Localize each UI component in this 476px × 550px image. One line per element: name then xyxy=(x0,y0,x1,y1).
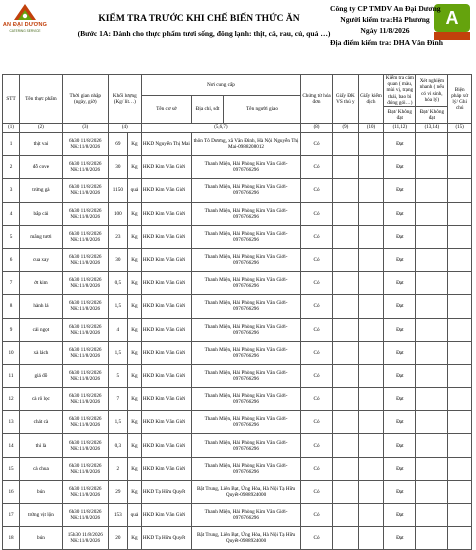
col-header-name: Tên thực phẩm xyxy=(20,75,63,124)
row-unit: Kg xyxy=(127,225,141,248)
row-unit: Kg xyxy=(127,133,141,156)
row-stt: 2 xyxy=(3,156,20,179)
row-stt: 4 xyxy=(3,202,20,225)
col-number: (5,6,7) xyxy=(141,124,300,133)
row-stt: 7 xyxy=(3,272,20,295)
row-food-name: trứng vịt lộn xyxy=(20,504,63,527)
row-received-time: 6h30 11/8/2026 NK:11/8/2026 xyxy=(62,225,108,248)
row-quick-test-result xyxy=(416,364,448,387)
row-sensory-result: Đạt xyxy=(384,318,416,341)
row-invoice: Có xyxy=(301,364,333,387)
row-sensory-result: Đạt xyxy=(384,133,416,156)
row-food-name: chát cà xyxy=(20,411,63,434)
inspector-name: Người kiểm tra:Hà Phương xyxy=(340,15,430,25)
svg-text:A: A xyxy=(445,8,459,28)
row-quick-test-result xyxy=(416,272,448,295)
col-number: (2) xyxy=(20,124,63,133)
col-header-quantity: Khối lượng (Kg/ lít…) xyxy=(108,75,141,124)
row-invoice: Có xyxy=(301,225,333,248)
row-unit: Kg xyxy=(127,527,141,550)
row-food-name: hành lá xyxy=(20,295,63,318)
row-received-time: 6h30 11/8/2026 NK:11/8/2026 xyxy=(62,156,108,179)
row-deliverer: Thanh Miện, Hải Phòng Kim Văn Giới-0976766296 xyxy=(192,434,301,457)
col-header-inspection-cert: Giấy kiểm dịch xyxy=(358,75,384,124)
row-inspection-cert xyxy=(358,295,384,318)
table-row xyxy=(3,179,472,202)
row-inspection-cert xyxy=(358,133,384,156)
table-row xyxy=(3,202,472,225)
row-deliverer: thôn Tô Dương, xã Văn Đình, Hà Nội Nguyễn Thị Mai-0988208012 xyxy=(192,133,301,156)
row-food-name: cà chua xyxy=(20,457,63,480)
row-unit: Kg xyxy=(127,434,141,457)
row-facility: HKD Kim Văn Giới xyxy=(141,248,191,271)
row-quantity: 1,5 xyxy=(108,341,127,364)
col-header-address: Địa chỉ, sđt xyxy=(192,96,224,124)
row-received-time: 6h30 11/8/2026 NK:11/8/2026 xyxy=(62,434,108,457)
row-corrective xyxy=(448,504,472,527)
row-quantity: 5 xyxy=(108,364,127,387)
row-deliverer: Thanh Miện, Hải Phòng Kim Văn Giới-0976766296 xyxy=(192,504,301,527)
row-invoice: Có xyxy=(301,341,333,364)
row-vet-cert xyxy=(333,388,359,411)
row-corrective xyxy=(448,156,472,179)
row-quick-test-result xyxy=(416,341,448,364)
row-quantity: 69 xyxy=(108,133,127,156)
row-sensory-result: Đạt xyxy=(384,388,416,411)
row-quantity: 1,5 xyxy=(108,295,127,318)
row-facility: HKD Kim Văn Giới xyxy=(141,411,191,434)
row-quick-test-result xyxy=(416,179,448,202)
row-quantity: 23 xyxy=(108,225,127,248)
row-quick-test-result xyxy=(416,457,448,480)
row-sensory-result: Đạt xyxy=(384,504,416,527)
row-deliverer: Thanh Miện, Hải Phòng Kim Văn Giới-0976766296 xyxy=(192,341,301,364)
row-stt: 5 xyxy=(3,225,20,248)
row-food-name: cà rô lọc xyxy=(20,388,63,411)
row-inspection-cert xyxy=(358,248,384,271)
row-facility: HKD Kim Văn Giới xyxy=(141,388,191,411)
row-received-time: 6h30 11/8/2026 NK:11/8/2026 xyxy=(62,480,108,503)
row-inspection-cert xyxy=(358,272,384,295)
logo-tagline: CATERING SERVICE xyxy=(9,29,41,33)
row-corrective xyxy=(448,457,472,480)
row-inspection-cert xyxy=(358,341,384,364)
row-sensory-result: Đạt xyxy=(384,480,416,503)
row-facility: HKD Kim Văn Giới xyxy=(141,179,191,202)
row-stt: 1 xyxy=(3,133,20,156)
row-stt: 10 xyxy=(3,341,20,364)
row-unit: Kg xyxy=(127,341,141,364)
col-number: (8) xyxy=(301,124,333,133)
row-vet-cert xyxy=(333,504,359,527)
row-facility: HKD Kim Văn Giới xyxy=(141,504,191,527)
row-deliverer: Thanh Miện, Hải Phòng Kim Văn Giới-0976766296 xyxy=(192,272,301,295)
row-unit: quả xyxy=(127,504,141,527)
row-corrective xyxy=(448,295,472,318)
inspection-location: Địa điểm kiểm tra: DHA Văn Đình xyxy=(330,37,443,47)
row-vet-cert xyxy=(333,318,359,341)
row-quantity: 30 xyxy=(108,248,127,271)
col-header-pass-fail-1: Đạt/ Không đạt xyxy=(384,107,416,124)
row-received-time: 6h30 11/8/2026 NK:11/8/2026 xyxy=(62,364,108,387)
row-inspection-cert xyxy=(358,202,384,225)
table-row xyxy=(3,457,472,480)
row-vet-cert xyxy=(333,480,359,503)
row-food-name: bắp cải xyxy=(20,202,63,225)
row-quantity: 29 xyxy=(108,480,127,503)
row-unit: Kg xyxy=(127,388,141,411)
row-unit: Kg xyxy=(127,202,141,225)
row-food-name: ớt kim xyxy=(20,272,63,295)
row-stt: 9 xyxy=(3,318,20,341)
row-inspection-cert xyxy=(358,364,384,387)
col-header-deliverer: Tên người giao xyxy=(224,96,301,124)
row-vet-cert xyxy=(333,133,359,156)
table-row xyxy=(3,272,472,295)
row-quick-test-result xyxy=(416,388,448,411)
row-stt: 18 xyxy=(3,527,20,550)
row-vet-cert xyxy=(333,156,359,179)
row-sensory-result: Đạt xyxy=(384,179,416,202)
row-quantity: 1,5 xyxy=(108,411,127,434)
row-food-name: bún xyxy=(20,527,63,550)
row-quantity: 0,3 xyxy=(108,434,127,457)
row-inspection-cert xyxy=(358,388,384,411)
row-stt: 12 xyxy=(3,388,20,411)
row-facility: HKD Kim Văn Giới xyxy=(141,434,191,457)
row-deliverer: Bặt Trung, Liên Bạt, Ứng Hòa, Hà Nội Tạ Hữu Quyết-0988924000 xyxy=(192,527,301,550)
row-food-name: giá đỗ xyxy=(20,364,63,387)
row-inspection-cert xyxy=(358,225,384,248)
inspection-table xyxy=(2,74,472,550)
row-quantity: 100 xyxy=(108,202,127,225)
row-unit: Kg xyxy=(127,480,141,503)
row-invoice: Có xyxy=(301,527,333,550)
row-corrective xyxy=(448,527,472,550)
row-received-time: 6h30 11/8/2026 NK:11/8/2026 xyxy=(62,179,108,202)
row-corrective xyxy=(448,179,472,202)
row-sensory-result: Đạt xyxy=(384,364,416,387)
row-inspection-cert xyxy=(358,480,384,503)
row-vet-cert xyxy=(333,202,359,225)
row-facility: HKD Kim Văn Giới xyxy=(141,156,191,179)
row-vet-cert xyxy=(333,457,359,480)
col-number: (9) xyxy=(333,124,359,133)
row-invoice: Có xyxy=(301,318,333,341)
row-received-time: 15h30 11/8/2026 NK:11/8/2026 xyxy=(62,527,108,550)
row-corrective xyxy=(448,225,472,248)
row-quick-test-result xyxy=(416,318,448,341)
row-received-time: 6h30 11/8/2026 NK:11/8/2026 xyxy=(62,504,108,527)
table-row xyxy=(3,248,472,271)
row-sensory-result: Đạt xyxy=(384,248,416,271)
col-number: (10) xyxy=(358,124,384,133)
row-unit: Kg xyxy=(127,295,141,318)
row-quantity: 2 xyxy=(108,457,127,480)
row-invoice: Có xyxy=(301,248,333,271)
col-header-invoice: Chứng từ hóa đơn xyxy=(301,75,333,124)
row-invoice: Có xyxy=(301,202,333,225)
row-received-time: 6h30 11/8/2026 NK:11/8/2026 xyxy=(62,318,108,341)
row-facility: HKD Kim Văn Giới xyxy=(141,225,191,248)
row-stt: 11 xyxy=(3,364,20,387)
table-row xyxy=(3,480,472,503)
row-sensory-result: Đạt xyxy=(384,527,416,550)
table-row xyxy=(3,504,472,527)
row-unit: Kg xyxy=(127,156,141,179)
row-quick-test-result xyxy=(416,225,448,248)
row-vet-cert xyxy=(333,364,359,387)
col-header-pass-fail-2: Đạt/ Không đạt xyxy=(416,107,448,124)
row-inspection-cert xyxy=(358,527,384,550)
row-vet-cert xyxy=(333,341,359,364)
page-title: KIỂM TRA TRƯỚC KHI CHẾ BIẾN THỨC ĂN xyxy=(98,14,300,24)
row-vet-cert xyxy=(333,225,359,248)
row-inspection-cert xyxy=(358,318,384,341)
company-info xyxy=(330,3,443,48)
row-received-time: 6h30 11/8/2026 NK:11/8/2026 xyxy=(62,248,108,271)
row-unit: Kg xyxy=(127,248,141,271)
row-sensory-result: Đạt xyxy=(384,457,416,480)
row-inspection-cert xyxy=(358,457,384,480)
row-vet-cert xyxy=(333,179,359,202)
col-header-corrective: Biện pháp xử lý/ Ghi chú xyxy=(448,75,472,124)
row-unit: Kg xyxy=(127,318,141,341)
row-sensory-result: Đạt xyxy=(384,434,416,457)
table-row xyxy=(3,225,472,248)
row-quick-test-result xyxy=(416,504,448,527)
row-stt: 17 xyxy=(3,504,20,527)
row-inspection-cert xyxy=(358,179,384,202)
row-invoice: Có xyxy=(301,179,333,202)
table-row xyxy=(3,411,472,434)
col-header-stt: STT xyxy=(3,75,20,124)
row-unit: Kg xyxy=(127,272,141,295)
col-header-time: Thời gian nhập (ngày, giờ) xyxy=(62,75,108,124)
row-quick-test-result xyxy=(416,133,448,156)
col-number: (3) xyxy=(62,124,108,133)
row-food-name: bún xyxy=(20,480,63,503)
table-row xyxy=(3,388,472,411)
row-quantity: 0,5 xyxy=(108,272,127,295)
row-corrective xyxy=(448,202,472,225)
row-corrective xyxy=(448,272,472,295)
row-deliverer: Thanh Miện, Hải Phòng Kim Văn Giới-0976766296 xyxy=(192,318,301,341)
row-corrective xyxy=(448,318,472,341)
row-corrective xyxy=(448,411,472,434)
row-invoice: Có xyxy=(301,388,333,411)
row-deliverer: Thanh Miện, Hải Phòng Kim Văn Giới-0976766296 xyxy=(192,225,301,248)
row-food-name: thịt vai xyxy=(20,133,63,156)
row-stt: 16 xyxy=(3,480,20,503)
row-facility: HKD Kim Văn Giới xyxy=(141,318,191,341)
page-subtitle: (Bước 1A: Dành cho thực phẩm tươi sống, đông lạnh: thịt, cá, rau, củ, quả …) xyxy=(77,29,331,38)
row-food-name: trứng gà xyxy=(20,179,63,202)
row-facility: HKD Kim Văn Giới xyxy=(141,341,191,364)
row-invoice: Có xyxy=(301,480,333,503)
col-header-sensory: Kiểm tra cảm quan ( màu, mùi vị, trạng thái, bao bì đóng gói…) xyxy=(385,75,414,106)
row-stt: 3 xyxy=(3,179,20,202)
row-quick-test-result xyxy=(416,295,448,318)
row-sensory-result: Đạt xyxy=(384,156,416,179)
row-vet-cert xyxy=(333,527,359,550)
row-unit: quả xyxy=(127,179,141,202)
table-row xyxy=(3,133,472,156)
row-vet-cert xyxy=(333,434,359,457)
row-unit: Kg xyxy=(127,364,141,387)
col-header-quick-test: Xét nghiệm nhanh ( nếu có vi sinh, hóa lý) xyxy=(416,75,448,107)
row-stt: 8 xyxy=(3,295,20,318)
row-deliverer: Thanh Miện, Hải Phòng Kim Văn Giới-0976766296 xyxy=(192,364,301,387)
col-header-vet-cert: Giấy ĐK VS thú y xyxy=(333,75,359,124)
row-deliverer: Thanh Miện, Hải Phòng Kim Văn Giới-0976766296 xyxy=(192,202,301,225)
row-deliverer: Thanh Miện, Hải Phòng Kim Văn Giới-0976766296 xyxy=(192,248,301,271)
row-quantity: 7 xyxy=(108,388,127,411)
row-invoice: Có xyxy=(301,133,333,156)
row-deliverer: Thanh Miện, Hải Phòng Kim Văn Giới-0976766296 xyxy=(192,295,301,318)
row-stt: 14 xyxy=(3,434,20,457)
row-received-time: 6h30 11/8/2026 NK:11/8/2026 xyxy=(62,133,108,156)
table-row xyxy=(3,318,472,341)
row-corrective xyxy=(448,480,472,503)
table-row xyxy=(3,527,472,550)
row-received-time: 6h30 11/8/2026 NK:11/8/2026 xyxy=(62,388,108,411)
row-quick-test-result xyxy=(416,527,448,550)
row-inspection-cert xyxy=(358,504,384,527)
row-corrective xyxy=(448,248,472,271)
table-row xyxy=(3,156,472,179)
table-row xyxy=(3,341,472,364)
col-header-facility: Tên cơ sở xyxy=(141,96,191,124)
table-row xyxy=(3,364,472,387)
row-invoice: Có xyxy=(301,295,333,318)
col-number: (1) xyxy=(3,124,20,133)
row-received-time: 6h30 11/8/2026 NK:11/8/2026 xyxy=(62,457,108,480)
row-corrective xyxy=(448,364,472,387)
row-facility: HKD Kim Văn Giới xyxy=(141,457,191,480)
row-quantity: 4 xyxy=(108,318,127,341)
row-invoice: Có xyxy=(301,504,333,527)
row-facility: HKD Tạ Hữu Quyết xyxy=(141,480,191,503)
row-sensory-result: Đạt xyxy=(384,411,416,434)
company-name: Công ty CP TMDV An Đại Dương xyxy=(330,4,441,13)
col-number: (15) xyxy=(448,124,472,133)
row-sensory-result: Đạt xyxy=(384,225,416,248)
company-logo xyxy=(2,2,48,36)
row-unit: Kg xyxy=(127,457,141,480)
row-invoice: Có xyxy=(301,156,333,179)
row-sensory-result: Đạt xyxy=(384,295,416,318)
row-food-name: xà lách xyxy=(20,341,63,364)
row-quantity: 30 xyxy=(108,156,127,179)
row-corrective xyxy=(448,341,472,364)
row-vet-cert xyxy=(333,295,359,318)
row-deliverer: Thanh Miện, Hải Phòng Kim Văn Giới-0976766296 xyxy=(192,179,301,202)
logo-mark-icon xyxy=(12,2,38,22)
row-vet-cert xyxy=(333,411,359,434)
row-invoice: Có xyxy=(301,457,333,480)
row-facility: HKD Kim Văn Giới xyxy=(141,202,191,225)
row-quick-test-result xyxy=(416,434,448,457)
row-inspection-cert xyxy=(358,411,384,434)
row-stt: 6 xyxy=(3,248,20,271)
row-facility: HKD Kim Văn Giới xyxy=(141,295,191,318)
row-sensory-result: Đạt xyxy=(384,341,416,364)
row-deliverer: Bặt Trung, Liên Bạt, Ứng Hòa, Hà Nội Tạ Hữu Quyết-0988924000 xyxy=(192,480,301,503)
row-quantity: 153 xyxy=(108,504,127,527)
row-deliverer: Thanh Miện, Hải Phòng Kim Văn Giới-0976766296 xyxy=(192,411,301,434)
row-received-time: 6h30 11/8/2026 NK:11/8/2026 xyxy=(62,272,108,295)
row-stt: 13 xyxy=(3,411,20,434)
row-invoice: Có xyxy=(301,434,333,457)
row-corrective xyxy=(448,388,472,411)
row-unit: Kg xyxy=(127,411,141,434)
row-corrective xyxy=(448,434,472,457)
row-inspection-cert xyxy=(358,156,384,179)
col-number: (4) xyxy=(108,124,141,133)
row-received-time: 6h30 11/8/2026 NK:11/8/2026 xyxy=(62,411,108,434)
row-facility: HKD Nguyễn Thị Mai xyxy=(141,133,191,156)
table-row xyxy=(3,434,472,457)
row-food-name: đỗ cove xyxy=(20,156,63,179)
row-food-name: măng tươi xyxy=(20,225,63,248)
row-food-name: cải ngọt xyxy=(20,318,63,341)
row-quantity: 20 xyxy=(108,527,127,550)
row-sensory-result: Đạt xyxy=(384,272,416,295)
col-number: (11,12) xyxy=(384,124,416,133)
inspection-date: Ngày 11/8/2026 xyxy=(360,26,410,36)
row-quick-test-result xyxy=(416,480,448,503)
row-facility: HKD Kim Văn Giới xyxy=(141,364,191,387)
row-quick-test-result xyxy=(416,202,448,225)
row-invoice: Có xyxy=(301,272,333,295)
row-inspection-cert xyxy=(358,434,384,457)
col-header-supplier: Nơi cung cấp xyxy=(141,75,300,96)
row-vet-cert xyxy=(333,248,359,271)
row-facility: HKD Kim Văn Giới xyxy=(141,272,191,295)
logo-brand-text: AN ĐẠI DƯƠNG xyxy=(2,22,48,28)
col-number: (13,14) xyxy=(416,124,448,133)
row-sensory-result: Đạt xyxy=(384,202,416,225)
row-received-time: 6h30 11/8/2026 NK:11/8/2026 xyxy=(62,295,108,318)
row-stt: 15 xyxy=(3,457,20,480)
row-deliverer: Thanh Miện, Hải Phòng Kim Văn Giới-0976766296 xyxy=(192,457,301,480)
table-row xyxy=(3,295,472,318)
row-received-time: 6h30 11/8/2026 NK:11/8/2026 xyxy=(62,341,108,364)
row-invoice: Có xyxy=(301,411,333,434)
row-vet-cert xyxy=(333,272,359,295)
row-quick-test-result xyxy=(416,156,448,179)
row-food-name: cua xay xyxy=(20,248,63,271)
row-deliverer: Thanh Miện, Hải Phòng Kim Văn Giới-0976766296 xyxy=(192,388,301,411)
row-deliverer: Thanh Miện, Hải Phòng Kim Văn Giới-0976766296 xyxy=(192,156,301,179)
row-quick-test-result xyxy=(416,248,448,271)
row-food-name: thì là xyxy=(20,434,63,457)
row-facility: HKD Tạ Hữu Quyết xyxy=(141,527,191,550)
row-corrective xyxy=(448,133,472,156)
row-received-time: 6h30 11/8/2026 NK:11/8/2026 xyxy=(62,202,108,225)
row-quick-test-result xyxy=(416,411,448,434)
row-quantity: 1150 xyxy=(108,179,127,202)
